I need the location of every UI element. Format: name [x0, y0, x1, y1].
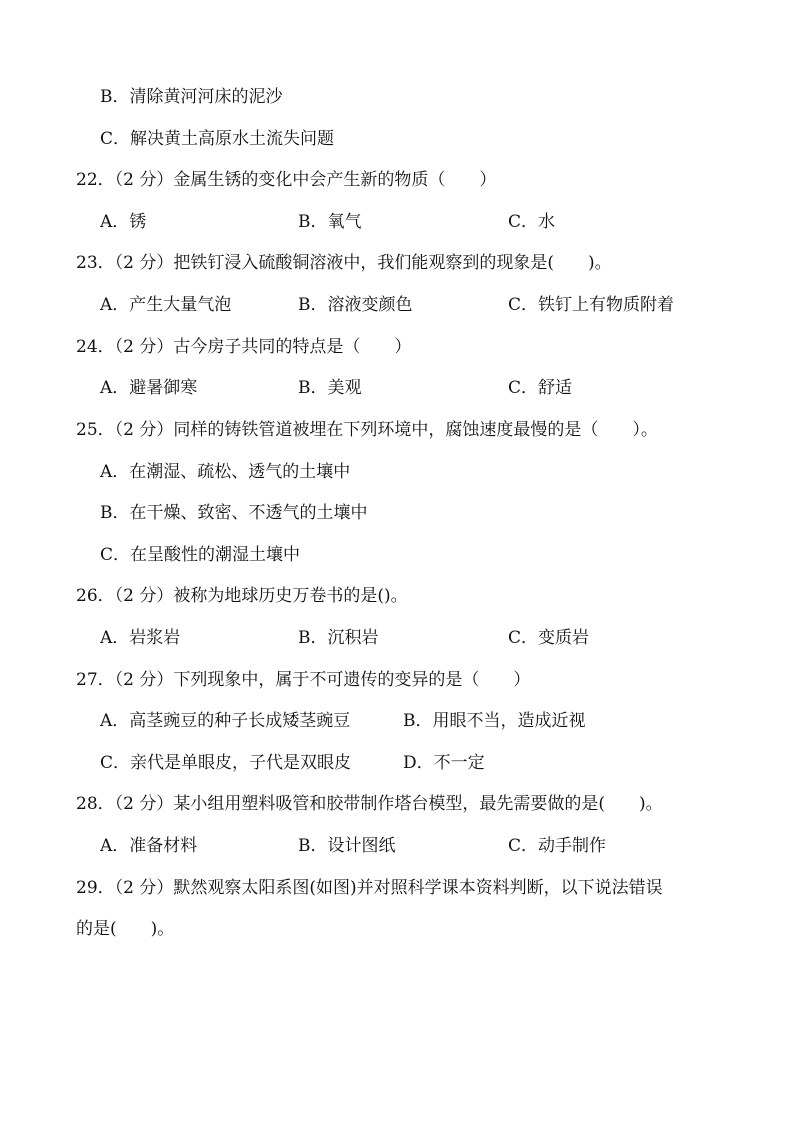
q23-stem: 23．（2 分）把铁钉浸入硫酸铜溶液中，我们能观察到的现象是( )。	[76, 253, 612, 273]
q25-stem: 25．（2 分）同样的铸铁管道被埋在下列环境中，腐蚀速度最慢的是（ ）。	[76, 420, 658, 440]
q22-stem: 22．（2 分）金属生锈的变化中会产生新的物质（ ）	[76, 170, 497, 190]
q23-option-c: C．铁钉上有物质附着	[508, 295, 675, 315]
q26-option-c: C．变质岩	[508, 628, 590, 648]
q24-option-a: A．避暑御寒	[100, 378, 198, 398]
q29-stem-line-2: 的是( )。	[76, 919, 175, 939]
q23-option-a: A．产生大量气泡	[100, 295, 232, 315]
q28-option-c: C．动手制作	[508, 836, 607, 856]
q22-option-b: B．氧气	[298, 212, 362, 232]
q23-option-b: B．溶液变颜色	[298, 295, 413, 315]
q27-option-c: C．亲代是单眼皮，子代是双眼皮	[100, 753, 352, 773]
q25-option-a: A．在潮湿、疏松、透气的土壤中	[100, 462, 351, 482]
q21-option-c: C．解决黄土高原水土流失问题	[100, 129, 335, 149]
q24-stem: 24．（2 分）古今房子共同的特点是（ ）	[76, 337, 412, 357]
q26-stem: 26．（2 分）被称为地球历史万卷书的是()。	[76, 586, 408, 606]
q21-option-b: B．清除黄河河床的泥沙	[100, 87, 283, 107]
q25-option-c: C．在呈酸性的潮湿土壤中	[100, 545, 301, 565]
q22-option-a: A．锈	[100, 212, 147, 232]
q26-option-b: B．沉积岩	[298, 628, 379, 648]
q27-option-d: D．不一定	[403, 753, 485, 773]
q27-option-b: B．用眼不当，造成近视	[403, 711, 586, 731]
q22-option-c: C．水	[508, 212, 556, 232]
q24-option-c: C．舒适	[508, 378, 573, 398]
q27-option-a: A．高茎豌豆的种子长成矮茎豌豆	[100, 711, 351, 731]
q27-stem: 27．（2 分）下列现象中，属于不可遗传的变异的是（ ）	[76, 670, 531, 690]
q24-option-b: B．美观	[298, 378, 362, 398]
q28-stem: 28．（2 分）某小组用塑料吸管和胶带制作塔台模型，最先需要做的是( )。	[76, 794, 663, 814]
q25-option-b: B．在干燥、致密、不透气的土壤中	[100, 503, 368, 523]
q26-option-a: A．岩浆岩	[100, 628, 181, 648]
q28-option-a: A．准备材料	[100, 836, 198, 856]
q28-option-b: B．设计图纸	[298, 836, 396, 856]
q29-stem-line-1: 29．（2 分）默然观察太阳系图(如图)并对照科学课本资料判断，以下说法错误	[76, 878, 663, 898]
